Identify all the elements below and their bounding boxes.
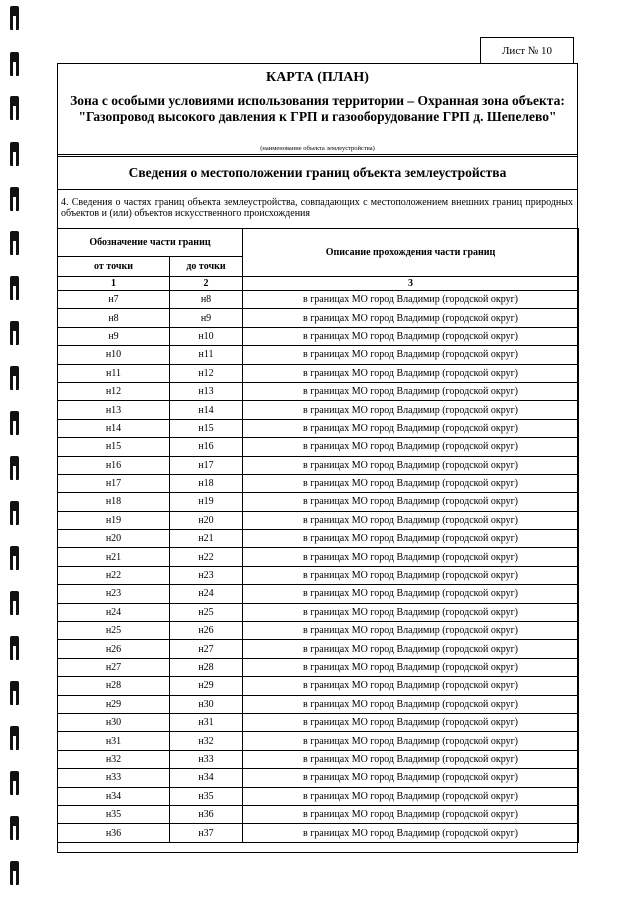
- cell-from: н29: [58, 695, 170, 713]
- table-row: [58, 622, 579, 640]
- table-row: [58, 750, 579, 768]
- binding-hole-mark: [10, 501, 19, 525]
- cell-to: н14: [170, 401, 243, 419]
- table-row: [58, 382, 579, 400]
- cell-to: н31: [170, 713, 243, 731]
- cell-to: н28: [170, 658, 243, 676]
- table-row: [58, 493, 579, 511]
- cell-to: н32: [170, 732, 243, 750]
- divider: [57, 189, 578, 190]
- cell-from: н35: [58, 805, 170, 823]
- cell-description: в границах МО город Владимир (городской округ): [243, 530, 579, 548]
- binding-hole-mark: [10, 6, 19, 30]
- cell-from: н18: [58, 493, 170, 511]
- cell-description: в границах МО город Владимир (городской округ): [243, 419, 579, 437]
- cell-to: н16: [170, 438, 243, 456]
- cell-to: н19: [170, 493, 243, 511]
- cell-to: н36: [170, 805, 243, 823]
- header-part-designation: Обозначение части границ: [58, 229, 243, 257]
- cell-to: н24: [170, 585, 243, 603]
- cell-to: н8: [170, 291, 243, 309]
- binding-hole-mark: [10, 636, 19, 660]
- header-to: до точки: [170, 257, 243, 277]
- cell-from: н9: [58, 327, 170, 345]
- cell-to: н11: [170, 346, 243, 364]
- binding-hole-mark: [10, 366, 19, 390]
- cell-to: н29: [170, 677, 243, 695]
- cell-from: н10: [58, 346, 170, 364]
- boundary-table: [57, 228, 579, 843]
- table-row: [58, 530, 579, 548]
- cell-to: н10: [170, 327, 243, 345]
- cell-from: н27: [58, 658, 170, 676]
- cell-from: н33: [58, 769, 170, 787]
- cell-from: н7: [58, 291, 170, 309]
- header-from: от точки: [58, 257, 170, 277]
- cell-from: н12: [58, 382, 170, 400]
- object-caption: (наименование объекта землеустройства): [260, 145, 375, 152]
- section-title: Сведения о местоположении границ объекта землеустройства: [128, 165, 507, 180]
- cell-description: в границах МО город Владимир (городской округ): [243, 456, 579, 474]
- binding-hole-mark: [10, 456, 19, 480]
- binding-hole-mark: [10, 726, 19, 750]
- table-row: [58, 419, 579, 437]
- cell-to: н30: [170, 695, 243, 713]
- cell-from: н20: [58, 530, 170, 548]
- table-row: [58, 291, 579, 309]
- cell-to: н22: [170, 548, 243, 566]
- zone-title: Зона с особыми условиями использования территории – Охранная зона объекта: "Газопровод высокого давления к ГРП и газооборудование ГРП д. Шепелево": [70, 93, 565, 124]
- divider: [57, 154, 578, 155]
- table-row: [58, 713, 579, 731]
- cell-to: н23: [170, 566, 243, 584]
- cell-from: н28: [58, 677, 170, 695]
- cell-to: н37: [170, 824, 243, 842]
- cell-to: н34: [170, 769, 243, 787]
- cell-from: н25: [58, 622, 170, 640]
- table-row: [58, 585, 579, 603]
- binding-hole-mark: [10, 96, 19, 120]
- cell-from: н17: [58, 474, 170, 492]
- cell-from: н30: [58, 713, 170, 731]
- cell-to: н27: [170, 640, 243, 658]
- cell-description: в границах МО город Владимир (городской округ): [243, 603, 579, 621]
- sheet-number: Лист № 10: [480, 37, 574, 64]
- cell-to: н13: [170, 382, 243, 400]
- table-row: [58, 658, 579, 676]
- cell-description: в границах МО город Владимир (городской округ): [243, 640, 579, 658]
- cell-description: в границах МО город Владимир (городской округ): [243, 346, 579, 364]
- cell-from: н11: [58, 364, 170, 382]
- cell-from: н13: [58, 401, 170, 419]
- cell-to: н26: [170, 622, 243, 640]
- cell-description: в границах МО город Владимир (городской округ): [243, 750, 579, 768]
- cell-description: в границах МО город Владимир (городской округ): [243, 695, 579, 713]
- table-row: [58, 364, 579, 382]
- table-row: [58, 327, 579, 345]
- col-number: 1: [58, 277, 170, 291]
- table-row: [58, 603, 579, 621]
- cell-description: в границах МО город Владимир (городской округ): [243, 585, 579, 603]
- cell-description: в границах МО город Владимир (городской округ): [243, 658, 579, 676]
- cell-description: в границах МО город Владимир (городской округ): [243, 824, 579, 842]
- cell-description: в границах МО город Владимир (городской округ): [243, 769, 579, 787]
- col-number: 3: [243, 277, 579, 291]
- cell-description: в границах МО город Владимир (городской округ): [243, 309, 579, 327]
- cell-description: в границах МО город Владимир (городской округ): [243, 401, 579, 419]
- map-title: КАРТА (ПЛАН): [266, 70, 369, 85]
- cell-from: н34: [58, 787, 170, 805]
- cell-to: н35: [170, 787, 243, 805]
- cell-from: н32: [58, 750, 170, 768]
- cell-to: н20: [170, 511, 243, 529]
- cell-description: в границах МО город Владимир (городской округ): [243, 493, 579, 511]
- binding-hole-mark: [10, 187, 19, 211]
- binding-hole-mark: [10, 411, 19, 435]
- binding-hole-mark: [10, 681, 19, 705]
- cell-to: н25: [170, 603, 243, 621]
- cell-from: н24: [58, 603, 170, 621]
- binding-hole-mark: [10, 276, 19, 300]
- cell-description: в границах МО город Владимир (городской округ): [243, 291, 579, 309]
- table-row: [58, 309, 579, 327]
- cell-description: в границах МО город Владимир (городской округ): [243, 327, 579, 345]
- table-row: [58, 805, 579, 823]
- binding-hole-mark: [10, 546, 19, 570]
- cell-from: н23: [58, 585, 170, 603]
- table-row: [58, 695, 579, 713]
- cell-to: н17: [170, 456, 243, 474]
- binding-hole-mark: [10, 591, 19, 615]
- cell-from: н15: [58, 438, 170, 456]
- cell-description: в границах МО город Владимир (городской округ): [243, 438, 579, 456]
- table-row: [58, 677, 579, 695]
- table-row: [58, 824, 579, 842]
- binding-hole-mark: [10, 142, 19, 166]
- cell-to: н33: [170, 750, 243, 768]
- cell-description: в границах МО город Владимир (городской округ): [243, 732, 579, 750]
- cell-description: в границах МО город Владимир (городской округ): [243, 622, 579, 640]
- subsection-text: 4. Сведения о частях границ объекта землеустройства, совпадающих с местоположением внешних границ природных объектов и (или) объектов искусственного происхождения: [61, 197, 573, 219]
- header-description: Описание прохождения части границ: [243, 229, 579, 277]
- cell-from: н26: [58, 640, 170, 658]
- table-row: [58, 769, 579, 787]
- table-row: [58, 566, 579, 584]
- table-row: [58, 438, 579, 456]
- cell-to: н15: [170, 419, 243, 437]
- cell-to: н21: [170, 530, 243, 548]
- table-row: [58, 787, 579, 805]
- table-row: [58, 511, 579, 529]
- binding-hole-mark: [10, 52, 19, 76]
- cell-description: в границах МО город Владимир (городской округ): [243, 548, 579, 566]
- binding-holes: [0, 0, 40, 905]
- table-row: [58, 474, 579, 492]
- cell-from: н19: [58, 511, 170, 529]
- col-number: 2: [170, 277, 243, 291]
- cell-description: в границах МО город Владимир (городской округ): [243, 474, 579, 492]
- cell-from: н31: [58, 732, 170, 750]
- cell-description: в границах МО город Владимир (городской округ): [243, 364, 579, 382]
- cell-to: н12: [170, 364, 243, 382]
- binding-hole-mark: [10, 231, 19, 255]
- binding-hole-mark: [10, 771, 19, 795]
- binding-hole-mark: [10, 861, 19, 885]
- cell-description: в границах МО город Владимир (городской округ): [243, 805, 579, 823]
- cell-from: н21: [58, 548, 170, 566]
- cell-to: н18: [170, 474, 243, 492]
- cell-description: в границах МО город Владимир (городской округ): [243, 677, 579, 695]
- cell-description: в границах МО город Владимир (городской округ): [243, 382, 579, 400]
- table-row: [58, 456, 579, 474]
- cell-description: в границах МО город Владимир (городской округ): [243, 511, 579, 529]
- cell-from: н14: [58, 419, 170, 437]
- cell-from: н36: [58, 824, 170, 842]
- cell-from: н8: [58, 309, 170, 327]
- cell-description: в границах МО город Владимир (городской округ): [243, 566, 579, 584]
- cell-from: н16: [58, 456, 170, 474]
- cell-description: в границах МО город Владимир (городской округ): [243, 713, 579, 731]
- table-row: [58, 640, 579, 658]
- table-row: [58, 548, 579, 566]
- table-row: [58, 401, 579, 419]
- binding-hole-mark: [10, 321, 19, 345]
- binding-hole-mark: [10, 816, 19, 840]
- cell-to: н9: [170, 309, 243, 327]
- divider: [57, 156, 578, 157]
- cell-description: в границах МО город Владимир (городской округ): [243, 787, 579, 805]
- table-row: [58, 732, 579, 750]
- cell-from: н22: [58, 566, 170, 584]
- table-row: [58, 346, 579, 364]
